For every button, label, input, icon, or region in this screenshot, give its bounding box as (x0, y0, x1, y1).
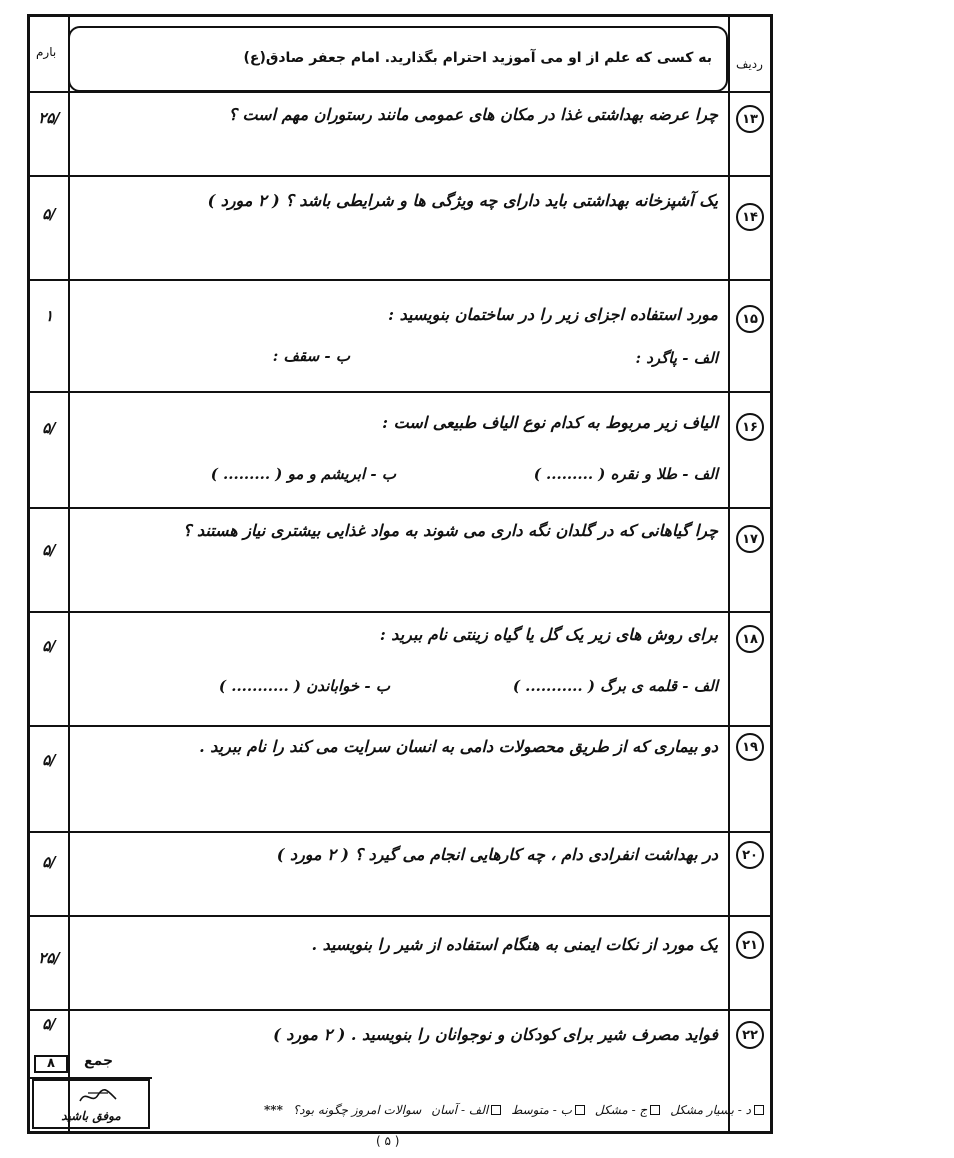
page-number: ( ۵ ) (376, 1134, 400, 1148)
question-15-part-a: الف - پاگرد : (635, 349, 718, 367)
question-18-part-a: الف - قلمه ی برگ ( ........... ) (512, 677, 718, 695)
row-divider (30, 507, 770, 509)
question-16-score: /۵ (42, 419, 56, 437)
question-21-score: /۲۵ (38, 949, 60, 967)
survey-option-label: ب - متوسط (511, 1103, 572, 1117)
question-number-16: ۱۶ (736, 413, 764, 441)
question-number-18: ۱۸ (736, 625, 764, 653)
row-divider (30, 611, 770, 613)
row-divider (30, 725, 770, 727)
teacher-stamp (32, 1079, 150, 1129)
question-number-22: ۲۲ (736, 1021, 764, 1049)
row-column-divider (728, 17, 730, 1131)
question-19-text: دو بیماری که از طریق محصولات دامی به انسان سرایت می کند را نام ببرید . (199, 737, 718, 756)
checkbox-icon[interactable] (491, 1105, 501, 1115)
question-18-part-b: ب - خواباندن ( ........... ) (218, 677, 390, 695)
header-quote: به کسی که علم از او می آموزید احترام بگذارید. امام جعفر صادق(ع) (243, 50, 712, 66)
quote-header-box (68, 26, 728, 92)
question-number-21: ۲۱ (736, 931, 764, 959)
question-14-score: /۵ (42, 205, 56, 223)
question-17-text: چرا گیاهانی که در گلدان نگه داری می شوند به مواد غذایی بیشتری نیاز هستند ؟ (182, 521, 718, 540)
question-15-part-b: ب - سقف : (272, 347, 350, 365)
checkbox-icon[interactable] (650, 1105, 660, 1115)
row-divider (30, 279, 770, 281)
question-number-14: ۱۴ (736, 203, 764, 231)
question-16-part-b: ب - ابریشم و مو ( ......... ) (210, 465, 396, 483)
exam-sheet (27, 14, 773, 1134)
survey-option-label: ج - مشکل (594, 1103, 648, 1117)
question-16-part-a: الف - طلا و نقره ( ......... ) (533, 465, 718, 483)
question-13-text: چرا عرضه بهداشتی غذا در مکان های عمومی مانند رستوران مهم است ؟ (228, 105, 718, 124)
question-15-text: مورد استفاده اجزای زیر را در ساختمان بنویسید : (388, 305, 718, 324)
survey-option-label: الف - آسان (431, 1103, 489, 1117)
question-number-19: ۱۹ (736, 733, 764, 761)
survey-option-very-hard[interactable] (670, 1103, 764, 1117)
stars-marker: *** (264, 1103, 283, 1117)
survey-option-label: د - بسیار مشکل (670, 1103, 751, 1117)
question-19-score: /۵ (42, 751, 56, 769)
question-18-text: برای روش های زیر یک گل یا گیاه زینتی نام ببرید : (379, 625, 718, 644)
question-20-score: /۵ (42, 853, 56, 871)
question-22-text: فواید مصرف شیر برای کودکان و نوجوانان را بنویسید . ( ۲ مورد ) (273, 1025, 718, 1044)
good-luck-text: موفق باشید (61, 1109, 121, 1123)
question-13-score: /۲۵ (38, 109, 60, 127)
question-number-17: ۱۷ (736, 525, 764, 553)
score-column-divider (68, 17, 70, 1131)
total-score-box: ۸ (34, 1055, 68, 1073)
survey-question: سوالات امروز چگونه بود؟ (292, 1103, 422, 1117)
checkbox-icon[interactable] (754, 1105, 764, 1115)
survey-option-easy[interactable] (431, 1103, 501, 1117)
survey-option-medium[interactable] (511, 1103, 585, 1117)
question-number-15: ۱۵ (736, 305, 764, 333)
row-divider (30, 391, 770, 393)
row-divider (30, 91, 770, 93)
survey-option-hard[interactable] (595, 1103, 660, 1117)
score-column-header: بارم (36, 45, 57, 59)
question-number-20: ۲۰ (736, 841, 764, 869)
signature-icon (78, 1087, 118, 1107)
row-column-header: ردیف (736, 57, 763, 71)
question-number-13: ۱۳ (736, 105, 764, 133)
checkbox-icon[interactable] (575, 1105, 585, 1115)
question-15-score: ۱ (44, 307, 54, 325)
row-divider (30, 175, 770, 177)
difficulty-survey (264, 1103, 764, 1117)
question-14-text: یک آشپزخانه بهداشتی باید دارای چه ویژگی ها و شرایطی باشد ؟ ( ۲ مورد ) (207, 191, 718, 210)
total-label: جمع (84, 1053, 114, 1069)
question-20-text: در بهداشت انفرادی دام ، چه کارهایی انجام می گیرد ؟ ( ۲ مورد ) (276, 845, 718, 864)
question-17-score: /۵ (42, 541, 56, 559)
question-22-score: /۵ (42, 1015, 56, 1033)
row-divider (30, 915, 770, 917)
question-16-text: الیاف زیر مربوط به کدام نوع الیاف طبیعی است : (382, 413, 718, 432)
question-18-score: /۵ (42, 637, 56, 655)
question-21-text: یک مورد از نکات ایمنی به هنگام استفاده از شیر را بنویسید . (311, 935, 718, 954)
row-divider (30, 1009, 770, 1011)
row-divider (30, 831, 770, 833)
